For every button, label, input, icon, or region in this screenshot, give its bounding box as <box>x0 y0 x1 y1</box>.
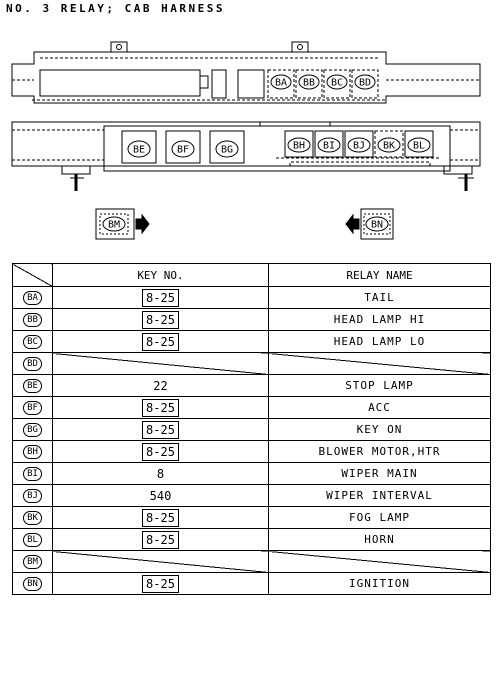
table-row <box>13 353 491 375</box>
relay-name: HEAD LAMP LO <box>333 335 426 348</box>
code-cell <box>13 573 53 595</box>
code-cell <box>13 485 53 507</box>
code-badge: BJ <box>23 489 42 503</box>
key-no-cell <box>53 375 269 397</box>
lower-right-relay-slots <box>285 131 433 157</box>
code-cell <box>13 551 53 573</box>
table-row <box>13 573 491 595</box>
table-row <box>13 397 491 419</box>
relay-name-cell <box>269 551 491 573</box>
table-row <box>13 485 491 507</box>
code-cell <box>13 353 53 375</box>
key-no-cell <box>53 397 269 419</box>
upper-relay-block <box>12 42 480 103</box>
key-no: 8-25 <box>142 421 179 439</box>
code-cell <box>13 287 53 309</box>
table-row <box>13 529 491 551</box>
code-badge: BD <box>23 357 42 371</box>
relay-bc-label: BC <box>330 77 344 89</box>
relay-bf-label: BF <box>176 144 190 156</box>
relay-bl-label: BL <box>412 140 426 152</box>
key-no-cell <box>53 441 269 463</box>
relay-be-label: BE <box>132 144 146 156</box>
relay-name-cell <box>269 353 491 375</box>
table-row <box>13 463 491 485</box>
relay-name: TAIL <box>364 291 395 304</box>
code-badge: BK <box>23 511 42 525</box>
relay-name-cell <box>269 441 491 463</box>
header-relay-name: RELAY NAME <box>269 264 491 287</box>
key-no-cell <box>53 463 269 485</box>
code-badge: BL <box>23 533 42 547</box>
relay-name-cell <box>269 507 491 529</box>
key-no-cell <box>53 507 269 529</box>
key-no: 8-25 <box>142 443 179 461</box>
key-no: 540 <box>149 488 172 503</box>
code-badge: BG <box>23 423 42 437</box>
key-no: 8-25 <box>142 575 179 593</box>
upper-relay-slots <box>268 70 378 98</box>
key-no: 8-25 <box>142 509 179 527</box>
code-badge: BI <box>23 467 42 481</box>
table-row <box>13 287 491 309</box>
key-no-cell <box>53 419 269 441</box>
table-row <box>13 375 491 397</box>
code-badge: BB <box>23 313 42 327</box>
relay-table <box>12 263 491 595</box>
table-row <box>13 551 491 573</box>
code-cell <box>13 463 53 485</box>
key-no: 8-25 <box>142 333 179 351</box>
key-no-cell <box>53 287 269 309</box>
code-badge: BM <box>23 555 42 569</box>
key-no-cell <box>53 529 269 551</box>
relay-bg-label: BG <box>220 144 234 156</box>
relay-name: HORN <box>364 533 395 546</box>
table-row <box>13 441 491 463</box>
table-row <box>13 331 491 353</box>
code-cell <box>13 419 53 441</box>
key-no-cell <box>53 573 269 595</box>
key-no-cell <box>53 353 269 375</box>
table-row <box>13 419 491 441</box>
code-badge: BH <box>23 445 42 459</box>
relay-name-cell <box>269 485 491 507</box>
relay-name-cell <box>269 287 491 309</box>
key-no-cell <box>53 551 269 573</box>
relay-name-cell <box>269 309 491 331</box>
key-no: 8-25 <box>142 311 179 329</box>
relay-name: IGNITION <box>349 577 410 590</box>
lower-left-relay-slots <box>122 131 244 163</box>
code-cell <box>13 375 53 397</box>
key-no-cell <box>53 331 269 353</box>
key-no: 8-25 <box>142 399 179 417</box>
relay-name: STOP LAMP <box>345 379 414 392</box>
header-key-no: KEY NO. <box>53 264 269 287</box>
relay-name: BLOWER MOTOR,HTR <box>318 445 441 458</box>
relay-name: ACC <box>368 401 391 414</box>
page-title: NO. 3 RELAY; CAB HARNESS <box>6 2 225 15</box>
connector-bn-label: BN <box>370 219 384 231</box>
code-cell <box>13 331 53 353</box>
relay-name-cell <box>269 397 491 419</box>
relay-name: FOG LAMP <box>349 511 410 524</box>
relay-block-diagram <box>0 0 500 262</box>
key-no-cell <box>53 309 269 331</box>
code-cell <box>13 441 53 463</box>
code-cell <box>13 309 53 331</box>
table-corner-cell <box>13 264 53 287</box>
relay-name-cell <box>269 463 491 485</box>
relay-name-cell <box>269 529 491 551</box>
table-header-row <box>13 264 491 287</box>
code-badge: BC <box>23 335 42 349</box>
table-row <box>13 507 491 529</box>
relay-ba-label: BA <box>274 77 288 89</box>
code-badge: BF <box>23 401 42 415</box>
relay-bd-label: BD <box>358 77 372 89</box>
relay-name-cell <box>269 331 491 353</box>
relay-name: HEAD LAMP HI <box>333 313 426 326</box>
relay-name-cell <box>269 573 491 595</box>
relay-name: WIPER MAIN <box>341 467 418 480</box>
code-badge: BA <box>23 291 42 305</box>
code-cell <box>13 397 53 419</box>
relay-name-cell <box>269 375 491 397</box>
relay-name: KEY ON <box>356 423 403 436</box>
code-cell <box>13 529 53 551</box>
relay-name: WIPER INTERVAL <box>326 489 433 502</box>
relay-name-cell <box>269 419 491 441</box>
relay-bi-label: BI <box>322 140 336 152</box>
table-row <box>13 309 491 331</box>
key-no: 8-25 <box>142 531 179 549</box>
relay-bb-label: BB <box>302 77 316 89</box>
key-no: 22 <box>153 378 168 393</box>
key-no: 8-25 <box>142 289 179 307</box>
code-badge: BN <box>23 577 42 591</box>
code-badge: BE <box>23 379 42 393</box>
relay-bh-label: BH <box>292 140 306 152</box>
connector-bm-label: BM <box>107 219 121 231</box>
key-no-cell <box>53 485 269 507</box>
key-no: 8 <box>156 466 165 481</box>
relay-bj-label: BJ <box>352 140 366 152</box>
relay-bk-label: BK <box>382 140 396 152</box>
code-cell <box>13 507 53 529</box>
